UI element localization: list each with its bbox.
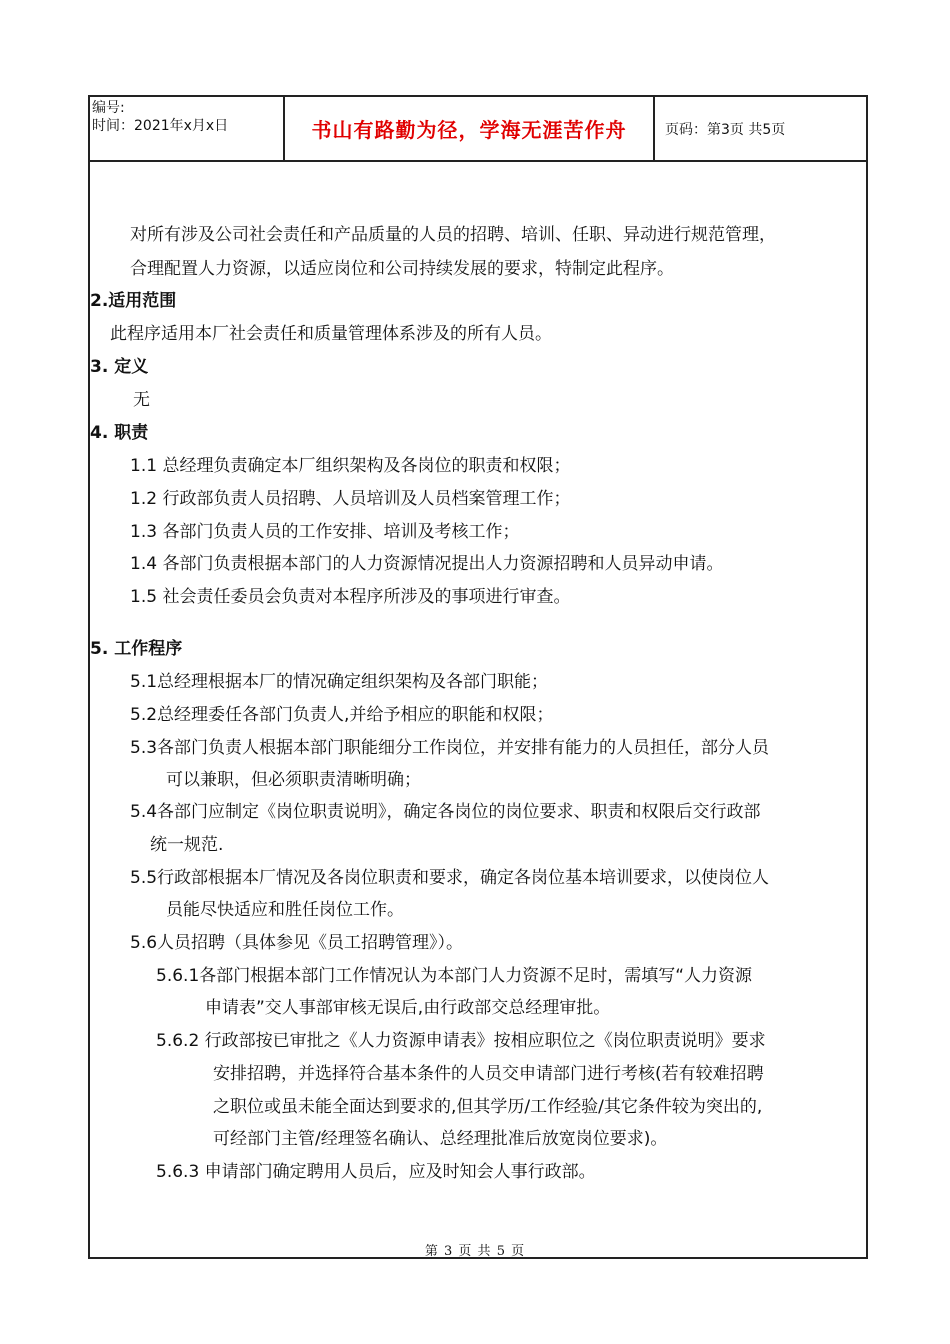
purpose-line-2: 合理配置人力资源，以适应岗位和公司持续发展的要求，特制定此程序。: [130, 259, 674, 279]
duty-item: 1.4 各部门负责根据本部门的人力资源情况提出人力资源招聘和人员异动申请。: [130, 554, 724, 574]
procedure-5-4-line-1: 5.4各部门应制定《岗位职责说明》，确定各岗位的岗位要求、职责和权限后交行政部: [130, 802, 761, 822]
procedure-5-4-line-2: 统一规范.: [150, 835, 224, 855]
header-motto: 书山有路勤为径，学海无涯苦作舟: [285, 97, 655, 160]
procedure-5-1: 5.1总经理根据本厂的情况确定组织架构及各部门职能；: [130, 672, 549, 692]
procedure-5-6-2-line-2: 安排招聘，并选择符合基本条件的人员交申请部门进行考核(若有较难招聘: [213, 1064, 764, 1084]
procedure-5-5-line-1: 5.5行政部根据本厂情况及各岗位职责和要求，确定各岗位基本培训要求，以使岗位人: [130, 868, 770, 888]
document-number: 编号:: [92, 100, 125, 116]
duty-item: 1.5 社会责任委员会负责对本程序所涉及的事项进行审查。: [130, 587, 571, 607]
section-4-title: 4. 职责: [90, 423, 149, 443]
purpose-line-1: 对所有涉及公司社会责任和产品质量的人员的招聘、培训、任职、异动进行规范管理，: [130, 225, 776, 245]
procedure-5-3-line-2: 可以兼职，但必须职责清晰明确；: [166, 770, 421, 790]
procedure-5-2: 5.2总经理委任各部门负责人,并给予相应的职能和权限；: [130, 705, 554, 725]
procedure-5-3-line-1: 5.3各部门负责人根据本部门职能细分工作岗位，并安排有能力的人员担任，部分人员: [130, 738, 770, 758]
section-2-text: 此程序适用本厂社会责任和质量管理体系涉及的所有人员。: [110, 324, 552, 344]
document-time: 时间：2021年x月x日: [92, 118, 229, 134]
page-footer: 第 3 页 共 5 页: [424, 1244, 526, 1259]
header-table: [88, 95, 868, 162]
procedure-5-6-2-line-3: 之职位或虽未能全面达到要求的,但其学历/工作经验/其它条件较为突出的,: [213, 1097, 763, 1117]
section-3-title: 3. 定义: [90, 357, 149, 377]
section-3-text: 无: [133, 390, 150, 410]
header-page-info: 页码：第3页 共5页: [665, 121, 786, 138]
section-2-title: 2.适用范围: [90, 291, 177, 311]
duty-item: 1.2 行政部负责人员招聘、人员培训及人员档案管理工作；: [130, 489, 571, 509]
procedure-5-6-1-line-1: 5.6.1各部门根据本部门工作情况认为本部门人力资源不足时，需填写“人力资源: [156, 966, 753, 986]
procedure-5-6-2-line-1: 5.6.2 行政部按已审批之《人力资源申请表》按相应职位之《岗位职责说明》要求: [156, 1031, 766, 1051]
duty-item: 1.3 各部门负责人员的工作安排、培训及考核工作；: [130, 522, 520, 542]
procedure-5-5-line-2: 员能尽快适应和胜任岗位工作。: [166, 900, 404, 920]
procedure-5-6-3: 5.6.3 申请部门确定聘用人员后，应及时知会人事行政部。: [156, 1162, 596, 1182]
procedure-5-6-2-line-4: 可经部门主管/经理签名确认、总经理批准后放宽岗位要求)。: [213, 1129, 668, 1149]
header-meta: [90, 97, 285, 160]
procedure-5-6: 5.6人员招聘（具体参见《员工招聘管理》）。: [130, 933, 464, 953]
section-5-title: 5. 工作程序: [90, 639, 183, 659]
duty-item: 1.1 总经理负责确定本厂组织架构及各岗位的职责和权限；: [130, 456, 571, 476]
procedure-5-6-1-line-2: 申请表”交人事部审核无误后,由行政部交总经理审批。: [205, 998, 611, 1018]
